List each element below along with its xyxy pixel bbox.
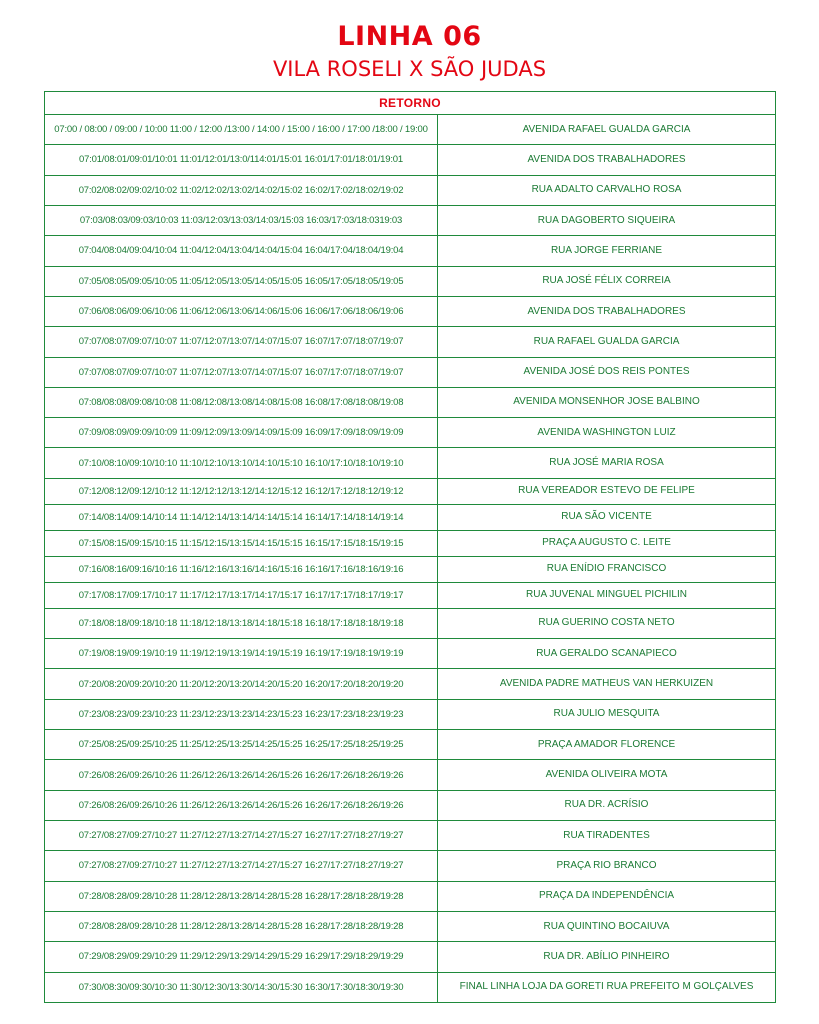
street-name-cell: RUA RAFAEL GUALDA GARCIA (438, 327, 776, 357)
table-row (45, 357, 776, 387)
departure-times-cell: 07:02/08:02/09:02/10:02 11:02/12:02/13:02/14:02/15:02 16:02/17:02/18:02/19:02 (45, 175, 438, 205)
street-name-cell: AVENIDA WASHINGTON LUIZ (438, 418, 776, 448)
street-name-cell: AVENIDA RAFAEL GUALDA GARCIA (438, 115, 776, 145)
table-row (45, 851, 776, 881)
departure-times-cell: 07:23/08:23/09:23/10:23 11:23/12:23/13:23/14:23/15:23 16:23/17:23/18:23/19:23 (45, 699, 438, 729)
street-name-cell: RUA JOSÉ MARIA ROSA (438, 448, 776, 478)
departure-times-cell: 07:16/08:16/09:16/10:16 11:16/12:16/13:16/14:16/15:16 16:16/17:16/18:16/19:16 (45, 556, 438, 582)
street-name-cell: FINAL LINHA LOJA DA GORETI RUA PREFEITO M GOLÇALVES (438, 972, 776, 1002)
departure-times-cell: 07:10/08:10/09:10/10:10 11:10/12:10/13:10/14:10/15:10 16:10/17:10/18:10/19:10 (45, 448, 438, 478)
departure-times-cell: 07:26/08:26/09:26/10:26 11:26/12:26/13:26/14:26/15:26 16:26/17:26/18:26/19:26 (45, 760, 438, 790)
table-row (45, 639, 776, 669)
table-row (45, 730, 776, 760)
street-name-cell: RUA VEREADOR ESTEVO DE FELIPE (438, 478, 776, 504)
table-row (45, 448, 776, 478)
table-row (45, 175, 776, 205)
table-row (45, 942, 776, 972)
section-header: RETORNO (45, 92, 776, 115)
table-row (45, 530, 776, 556)
departure-times-cell: 07:29/08:29/09:29/10:29 11:29/12:29/13:29/14:29/15:29 16:29/17:29/18:29/19:29 (45, 942, 438, 972)
departure-times-cell: 07:12/08:12/09:12/10:12 11:12/12:12/13:12/14:12/15:12 16:12/17:12/18:12/19:12 (45, 478, 438, 504)
table-row (45, 145, 776, 175)
table-row (45, 821, 776, 851)
departure-times-cell: 07:14/08:14/09:14/10:14 11:14/12:14/13:14/14:14/15:14 16:14/17:14/18:14/19:14 (45, 504, 438, 530)
table-row (45, 296, 776, 326)
departure-times-cell: 07:17/08:17/09:17/10:17 11:17/12:17/13:17/14:17/15:17 16:17/17:17/18:17/19:17 (45, 582, 438, 608)
departure-times-cell: 07:28/08:28/09:28/10:28 11:28/12:28/13:28/14:28/15:28 16:28/17:28/18:28/19:28 (45, 911, 438, 941)
table-row (45, 881, 776, 911)
table-row (45, 972, 776, 1002)
table-row (45, 205, 776, 235)
table-row (45, 582, 776, 608)
schedule-table (44, 91, 776, 1003)
street-name-cell: AVENIDA PADRE MATHEUS VAN HERKUIZEN (438, 669, 776, 699)
street-name-cell: RUA TIRADENTES (438, 821, 776, 851)
table-row (45, 760, 776, 790)
departure-times-cell: 07:03/08:03/09:03/10:03 11:03/12:03/13:03/14:03/15:03 16:03/17:03/18:0319:03 (45, 205, 438, 235)
street-name-cell: RUA ADALTO CARVALHO ROSA (438, 175, 776, 205)
street-name-cell: AVENIDA JOSÉ DOS REIS PONTES (438, 357, 776, 387)
table-row (45, 327, 776, 357)
departure-times-cell: 07:25/08:25/09:25/10:25 11:25/12:25/13:25/14:25/15:25 16:25/17:25/18:25/19:25 (45, 730, 438, 760)
departure-times-cell: 07:30/08:30/09:30/10:30 11:30/12:30/13:30/14:30/15:30 16:30/17:30/18:30/19:30 (45, 972, 438, 1002)
table-row (45, 504, 776, 530)
table-row (45, 911, 776, 941)
table-row (45, 699, 776, 729)
departure-times-cell: 07:20/08:20/09:20/10:20 11:20/12:20/13:20/14:20/15:20 16:20/17:20/18:20/19:20 (45, 669, 438, 699)
departure-times-cell: 07:07/08:07/09:07/10:07 11:07/12:07/13:07/14:07/15:07 16:07/17:07/18:07/19:07 (45, 327, 438, 357)
table-row (45, 418, 776, 448)
departure-times-cell: 07:27/08:27/09:27/10:27 11:27/12:27/13:27/14:27/15:27 16:27/17:27/18:27/19:27 (45, 821, 438, 851)
page-subtitle: VILA ROSELI X SÃO JUDAS (272, 57, 547, 81)
street-name-cell: RUA QUINTINO BOCAIUVA (438, 911, 776, 941)
street-name-cell: RUA DR. ABÍLIO PINHEIRO (438, 942, 776, 972)
departure-times-cell: 07:04/08:04/09:04/10:04 11:04/12:04/13:04/14:04/15:04 16:04/17:04/18:04/19:04 (45, 236, 438, 266)
departure-times-cell: 07:18/08:18/09:18/10:18 11:18/12:18/13:18/14:18/15:18 16:18/17:18/18:18/19:18 (45, 608, 438, 638)
departure-times-cell: 07:26/08:26/09:26/10:26 11:26/12:26/13:26/14:26/15:26 16:26/17:26/18:26/19:26 (45, 790, 438, 820)
street-name-cell: PRAÇA AMADOR FLORENCE (438, 730, 776, 760)
table-row (45, 669, 776, 699)
departure-times-cell: 07:05/08:05/09:05/10:05 11:05/12:05/13:05/14:05/15:05 16:05/17:05/18:05/19:05 (45, 266, 438, 296)
departure-times-cell: 07:09/08:09/09:09/10:09 11:09/12:09/13:09/14:09/15:09 16:09/17:09/18:09/19:09 (45, 418, 438, 448)
street-name-cell: RUA JOSÉ FÉLIX CORREIA (438, 266, 776, 296)
street-name-cell: AVENIDA MONSENHOR JOSE BALBINO (438, 387, 776, 417)
table-row (45, 266, 776, 296)
street-name-cell: RUA JORGE FERRIANE (438, 236, 776, 266)
table-row (45, 236, 776, 266)
departure-times-cell: 07:19/08:19/09:19/10:19 11:19/12:19/13:19/14:19/15:19 16:19/17:19/18:19/19:19 (45, 639, 438, 669)
departure-times-cell: 07:15/08:15/09:15/10:15 11:15/12:15/13:15/14:15/15:15 16:15/17:15/18:15/19:15 (45, 530, 438, 556)
street-name-cell: RUA JUVENAL MINGUEL PICHILIN (438, 582, 776, 608)
street-name-cell: RUA GERALDO SCANAPIECO (438, 639, 776, 669)
table-row (45, 608, 776, 638)
street-name-cell: AVENIDA DOS TRABALHADORES (438, 145, 776, 175)
street-name-cell: PRAÇA RIO BRANCO (438, 851, 776, 881)
departure-times-cell: 07:07/08:07/09:07/10:07 11:07/12:07/13:07/14:07/15:07 16:07/17:07/18:07/19:07 (45, 357, 438, 387)
street-name-cell: RUA JULIO MESQUITA (438, 699, 776, 729)
departure-times-cell: 07:00 / 08:00 / 09:00 / 10:00 11:00 / 12:00 /13:00 / 14:00 / 15:00 / 16:00 / 17:00 /18:00 / 19:00 (45, 115, 438, 145)
table-row (45, 387, 776, 417)
table-row (45, 790, 776, 820)
street-name-cell: PRAÇA DA INDEPENDÊNCIA (438, 881, 776, 911)
table-row (45, 556, 776, 582)
street-name-cell: RUA GUERINO COSTA NETO (438, 608, 776, 638)
schedule-body (45, 115, 776, 1003)
street-name-cell: PRAÇA AUGUSTO C. LEITE (438, 530, 776, 556)
street-name-cell: RUA SÃO VICENTE (438, 504, 776, 530)
street-name-cell: AVENIDA DOS TRABALHADORES (438, 296, 776, 326)
departure-times-cell: 07:06/08:06/09:06/10:06 11:06/12:06/13:06/14:06/15:06 16:06/17:06/18:06/19:06 (45, 296, 438, 326)
page-title: LINHA 06 (337, 21, 482, 52)
street-name-cell: RUA DAGOBERTO SIQUEIRA (438, 205, 776, 235)
street-name-cell: RUA ENÍDIO FRANCISCO (438, 556, 776, 582)
street-name-cell: RUA DR. ACRÍSIO (438, 790, 776, 820)
departure-times-cell: 07:01/08:01/09:01/10:01 11:01/12:01/13:0/114:01/15:01 16:01/17:01/18:01/19:01 (45, 145, 438, 175)
table-row (45, 115, 776, 145)
departure-times-cell: 07:08/08:08/09:08/10:08 11:08/12:08/13:08/14:08/15:08 16:08/17:08/18:08/19:08 (45, 387, 438, 417)
table-row (45, 478, 776, 504)
departure-times-cell: 07:27/08:27/09:27/10:27 11:27/12:27/13:27/14:27/15:27 16:27/17:27/18:27/19:27 (45, 851, 438, 881)
street-name-cell: AVENIDA OLIVEIRA MOTA (438, 760, 776, 790)
departure-times-cell: 07:28/08:28/09:28/10:28 11:28/12:28/13:28/14:28/15:28 16:28/17:28/18:28/19:28 (45, 881, 438, 911)
